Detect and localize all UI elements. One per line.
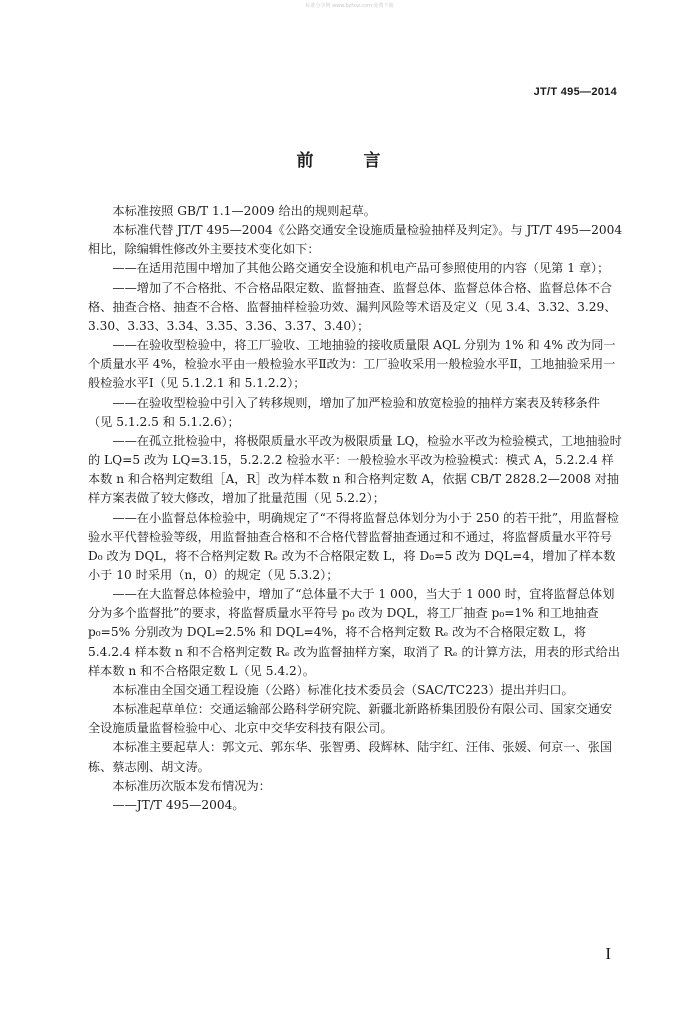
change-item-switching-rules: ——在验收型检验中引入了转移规则，增加了加严检验和放宽检验的抽样方案表及转移条件（见 5.1.2.5 和 5.1.2.6）； bbox=[88, 395, 600, 429]
edition-item: ——JT/T 495—2004。 bbox=[112, 797, 245, 812]
paragraph-edition-history: 本标准历次版本发布情况为： bbox=[112, 778, 271, 793]
paragraph-drafters: 本标准主要起草人：郭文元、郭东华、张智勇、段辉林、陆宇红、汪伟、张媛、何京一、张国栋、蔡志刚、胡文涛。 bbox=[88, 740, 613, 774]
change-item-isolated-lot: ——在孤立批检验中，将极限质量水平改为极限质量 LQ，检验水平改为检验模式，工地抽验时的 LQ=5 改为 LQ=3.15，5.2.2.2 检验水平：一般检验水平改为检验模式：模式 A，5.2.2.4 样本数 n 和合格判定数组［A，R］改为样本数 n 和合格判定数 A，依据 CB/T 2828.2—2008 对抽样方案表做了较大修改，增加了批量范围（见 5.2.2）； bbox=[88, 433, 622, 506]
paragraph-drafting-rules: 本标准按照 GB/T 1.1—2009 给出的规则起草。 bbox=[112, 204, 376, 218]
change-item-small-population: ——在小监督总体检验中，明确规定了“不得将监督总体划分为小于 250 的若干批”，用监督检验水平代替检验等级，用监督抽查合格和不合格代替监督抽查通过和不通过，将监督质量水平符号 D₀ 改为 DQL，将不合格判定数 Rₑ 改为不合格限定数 L，将 D₀=5 改为 DQL=4，增加了样本数小于 10 时采用（n，0）的规定（见 5.3.2）； bbox=[88, 510, 619, 582]
paragraph-replacement: 本标准代替 JT/T 495—2004《公路交通安全设施质量检验抽样及判定》。与 JT/T 495—2004 相比，除编辑性修改外主要技术变化如下： bbox=[88, 223, 623, 257]
change-item-large-population: ——在大监督总体检验中，增加了“总体量不大于 1 000，当大于 1 000 时，宜将监督总体划分为多个监督批”的要求，将监督质量水平符号 p₀ 改为 DQL，将工厂抽查 p₀=1% 和工地抽查 p₀=5% 分别改为 DQL=2.5% 和 DQL=4%，将不合格判定数 Rₑ 改为不合格限定数 L，将 5.4.2.4 样本数 n 和不合格判定数 Rₑ 改为监督抽样方案，取消了 Rₑ 的计算方法，用表的形式给出样本数 n 和不合格限定数 L（见 5.4.2）。 bbox=[88, 587, 620, 678]
paragraph-drafting-units: 本标准起草单位：交通运输部公路科学研究院、新疆北新路桥集团股份有限公司、国家交通安全设施质量监督检验中心、北京中交华安科技有限公司。 bbox=[88, 702, 613, 736]
page-number: I bbox=[605, 944, 611, 963]
foreword-body bbox=[88, 202, 623, 815]
standard-code-header: JT/T 495—2014 bbox=[533, 86, 617, 98]
change-item-scope: ——在适用范围中增加了其他公路交通安全设施和机电产品可参照使用的内容（见第 1 章）； bbox=[112, 261, 610, 276]
change-item-acceptance-inspection: ——在验收型检验中，将工厂验收、工地抽验的接收质量限 AQL 分别为 1% 和 4% 改为同一个质量水平 4%，检验水平由一般检验水平Ⅱ改为：工厂验收采用一般检验水平Ⅱ，工地抽验采用一般检验水平Ⅰ（见 5.1.2.1 和 5.1.2.2）； bbox=[88, 338, 616, 391]
watermark-text: 标准分享网 www.bzfxw.com 免费下载 bbox=[305, 3, 394, 9]
change-item-terms: ——增加了不合格批、不合格品限定数、监督抽查、监督总体、监督总体合格、监督总体不合格、抽查合格、抽查不合格、监督抽样检验功效、漏判风险等术语及定义（见 3.4、3.32、3.29、3.30、3.33、3.34、3.35、3.36、3.37、3.40）； bbox=[88, 280, 617, 333]
page-title: 前 言 bbox=[296, 151, 403, 171]
paragraph-proposer: 本标准由全国交通工程设施（公路）标准化技术委员会（SAC/TC223）提出并归口。 bbox=[112, 682, 574, 697]
